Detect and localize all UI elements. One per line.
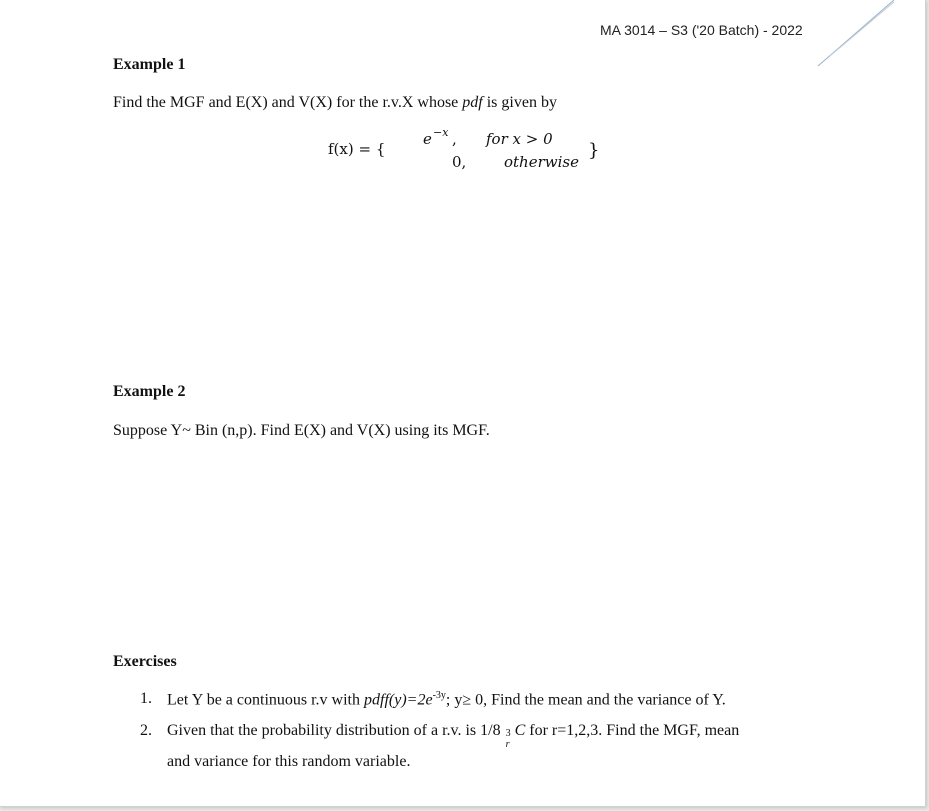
example-2-heading: Example 2 — [113, 383, 186, 400]
exercise-1-part-a: Let Y be a continuous r.v with — [167, 691, 364, 709]
exercise-2-part-b: for r=1,2,3. Find the MGF, mean — [525, 722, 740, 739]
exercise-1-part-d: ; y≥ 0, Find the mean and the variance of Y. — [445, 691, 726, 709]
exercise-2-number: 2. — [140, 722, 152, 739]
formula-case2-value: 0, — [452, 153, 467, 171]
formula-case1-condition: for x > 0 — [486, 130, 553, 148]
formula-case1-value: e — [423, 130, 432, 148]
example-1-heading: Example 1 — [113, 56, 186, 73]
example-1-prompt-pdf: pdf — [462, 94, 483, 111]
pdf-formula — [328, 128, 618, 176]
course-header: MA 3014 – S3 ('20 Batch) - 2022 — [600, 22, 803, 38]
exercise-1-text — [167, 690, 726, 709]
exercise-2-binom-bottom: r — [505, 739, 510, 750]
exercises-heading: Exercises — [113, 653, 177, 670]
exercise-1-number: 1. — [140, 690, 152, 707]
exercise-2-line-2: and variance for this random variable. — [167, 753, 411, 770]
exercise-2-combination-symbol: C — [514, 722, 526, 739]
formula-case1-exponent: −x — [433, 126, 449, 139]
exercise-2-binom-top: 3 — [505, 728, 511, 739]
formula-case1-comma: , — [452, 130, 457, 148]
formula-case2-condition: otherwise — [504, 153, 579, 171]
exercise-2-part-a: Given that the probability distribution of a r.v. is 1/8 — [167, 722, 505, 739]
example-1-prompt — [113, 94, 557, 112]
example-1-prompt-part-a: Find the MGF and E(X) and V(X) for the r.v.X whose — [113, 94, 463, 111]
exercise-2-text — [167, 722, 740, 750]
formula-close-brace: } — [588, 140, 600, 161]
exercise-1-part-c: f(y)=2e — [384, 691, 433, 709]
formula-lhs: f(x) = { — [328, 140, 386, 158]
exercise-1-pdf: pdf — [364, 691, 385, 709]
exercise-1-exponent: -3y — [432, 690, 446, 701]
example-2-text: Suppose Y~ Bin (n,p). Find E(X) and V(X) using its MGF. — [113, 422, 490, 439]
page-corner-decoration — [810, 0, 925, 75]
example-1-prompt-part-c: is given by — [482, 94, 557, 111]
